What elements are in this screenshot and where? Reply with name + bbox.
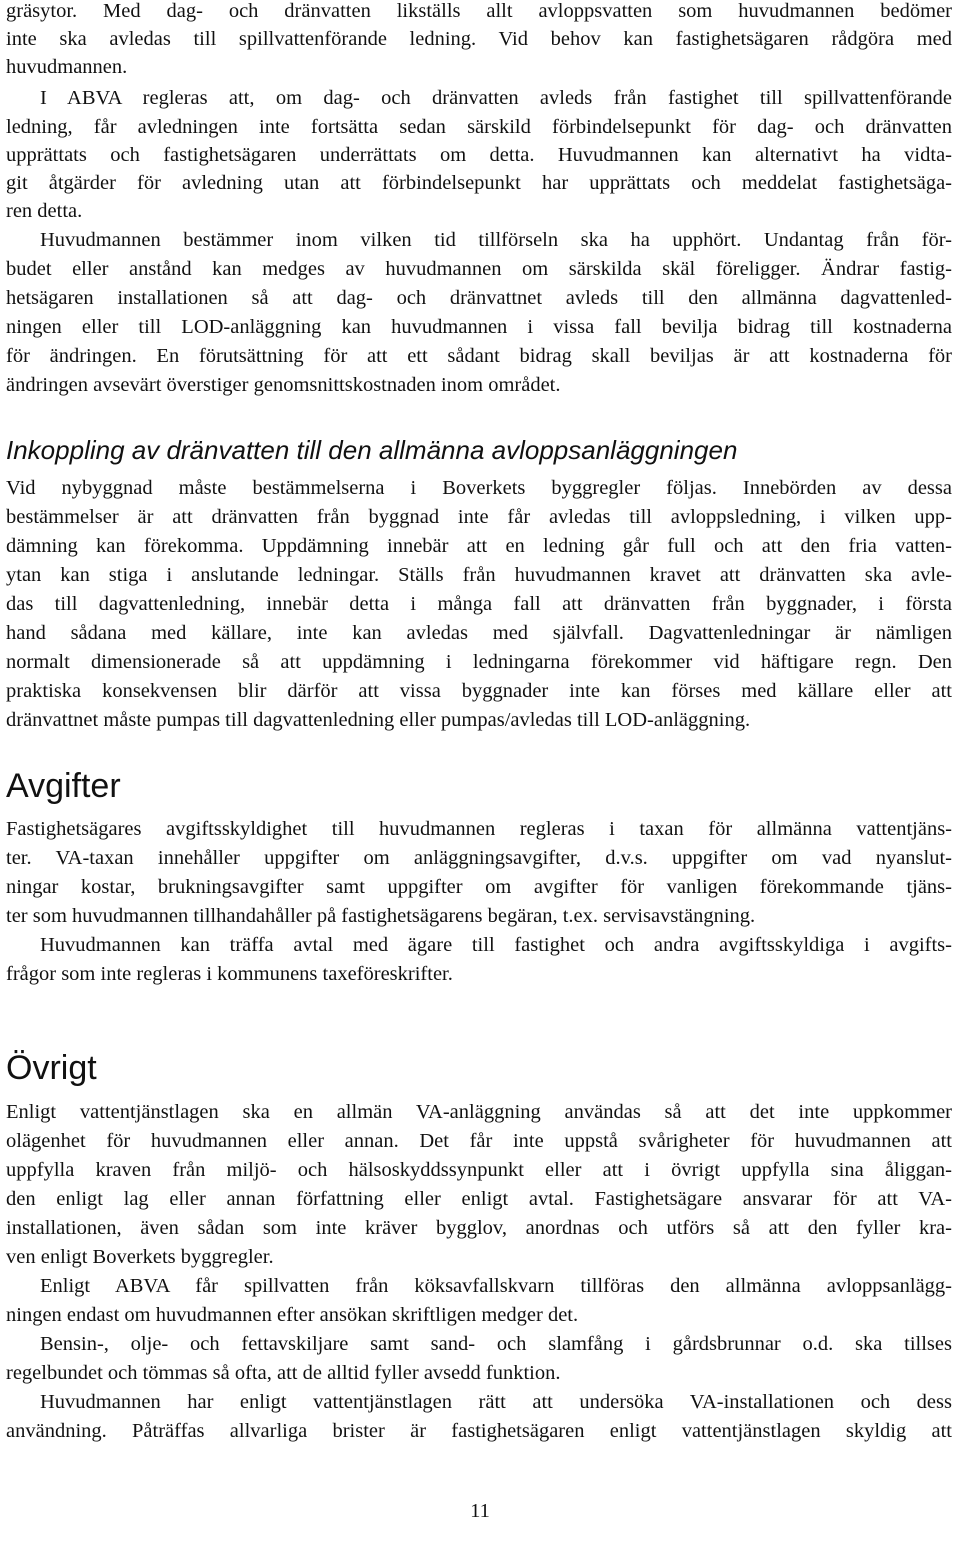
text-line: den enligt lag eller annan författning eller enligt avtal. Fastighetsägare ansvarar för att VA-	[6, 1188, 952, 1210]
text-line: I ABVA regleras att, om dag- och dränvatten avleds från fastighet till spillvattenförande	[40, 87, 952, 109]
text-line: ren detta.	[6, 200, 83, 222]
text-line: upprättats och fastighetsägaren underrättats om detta. Huvudmannen kan alternativt ha vidta-	[6, 144, 952, 166]
text-line: Enligt ABVA får spillvatten från köksavfallskvarn tillföras den allmänna avloppsanlägg-	[40, 1275, 952, 1297]
section-heading-ovrigt: Övrigt	[6, 1049, 97, 1087]
text-line: regelbundet och tömmas så ofta, att de alltid fyller avsedd funktion.	[6, 1362, 561, 1384]
text-line: inte ska avledas till spillvattenförande ledning. Vid behov kan fastighetsägaren rådgöra med	[6, 28, 952, 50]
text-line: ledning, får avledningen inte fortsätta sedan särskild förbindelsepunkt för dag- och dränvatten	[6, 116, 952, 138]
text-line: ningar kostar, brukningsavgifter samt uppgifter om avgifter för vanligen förekommande tjäns-	[6, 876, 952, 898]
text-line: praktiska konsekvensen blir därför att vissa byggnader inte kan förses med källare eller att	[6, 680, 952, 702]
text-line: dränvattnet måste pumpas till dagvattenledning eller pumpas/avledas till LOD-anläggning.	[6, 709, 751, 731]
page-number: 11	[470, 1500, 490, 1522]
text-line: ter som huvudmannen tillhandahåller på fastighetsägarens begäran, t.ex. servisavstängning.	[6, 905, 756, 927]
text-line: Huvudmannen bestämmer inom vilken tid tillförseln ska ha upphört. Undantag från för-	[40, 229, 952, 251]
text-line: frågor som inte regleras i kommunens taxeföreskrifter.	[6, 963, 453, 985]
text-line: ytan kan stiga i anslutande ledningar. Ställs från huvudmannen kravet att dränvatten ska avle-	[6, 564, 952, 586]
text-line: Bensin-, olje- och fettavskiljare samt sand- och slamfång i gårdsbrunnar o.d. ska tillses	[40, 1333, 952, 1355]
text-line: Fastighetsägares avgiftsskyldighet till huvudmannen regleras i taxan för allmänna vattentjäns-	[6, 818, 952, 840]
text-line: ven enligt Boverkets byggregler.	[6, 1246, 274, 1268]
text-line: normalt dimensionerade så att uppdämning i ledningarna förekommer vid häftigare regn. Den	[6, 651, 952, 673]
text-line: ningen eller till LOD-anläggning kan huvudmannen i vissa fall bevilja bidrag till kostnaderna	[6, 316, 952, 338]
text-line: Enligt vattentjänstlagen ska en allmän VA-anläggning användas så att det inte uppkommer	[6, 1101, 952, 1123]
text-line: git åtgärder för avledning utan att förbindelsepunkt har upprättats och meddelat fastighetsäga-	[6, 172, 952, 194]
text-line: uppfylla kraven från miljö- och hälsoskyddssynpunkt eller att i övrigt uppfylla sina åliggan-	[6, 1159, 952, 1181]
text-line: bestämmelser är att dränvatten från byggnad inte får avledas till avloppsledning, i vilken upp-	[6, 506, 952, 528]
text-line: Huvudmannen har enligt vattentjänstlagen rätt att undersöka VA-installationen och dess	[40, 1391, 952, 1413]
text-line: hetsägaren installationen så att dag- och dränvattnet avleds till den allmänna dagvattenled-	[6, 287, 952, 309]
text-line: installationen, även sådan som inte kräver bygglov, anordnas och utförs så att den fyller kra-	[6, 1217, 952, 1239]
text-line: ter. VA-taxan innehåller uppgifter om anläggningsavgifter, d.v.s. uppgifter om vad nyanslut-	[6, 847, 952, 869]
text-line: hand sådana med källare, inte kan avledas med självfall. Dagvattenledningar är nämligen	[6, 622, 952, 644]
text-line: gräsytor. Med dag- och dränvatten likställs allt avloppsvatten som huvudmannen bedömer	[6, 0, 952, 22]
text-line: användning. Påträffas allvarliga brister är fastighetsägaren enligt vattentjänstlagen skyldig att	[6, 1420, 952, 1442]
text-line: olägenhet för huvudmannen eller annan. Det får inte uppstå svårigheter för huvudmannen att	[6, 1130, 952, 1152]
text-line: huvudmannen.	[6, 56, 128, 78]
section-heading-inkoppling: Inkoppling av dränvatten till den allmänna avloppsanläggningen	[6, 435, 738, 465]
text-line: dämning kan förekomma. Uppdämning innebär att en ledning går full och att den fria vatten-	[6, 535, 952, 557]
text-line: för ändringen. En förutsättning för att ett sådant bidrag skall beviljas är att kostnaderna för	[6, 345, 952, 367]
section-heading-avgifter: Avgifter	[6, 767, 121, 805]
text-line: ningen endast om huvudmannen efter ansökan skriftligen medger det.	[6, 1304, 579, 1326]
text-line: das till dagvattenledning, innebär detta i många fall att dränvatten från byggnader, i första	[6, 593, 952, 615]
text-line: ändringen avsevärt överstiger genomsnittskostnaden inom området.	[6, 374, 561, 396]
text-line: budet eller anstånd kan medges av huvudmannen om särskilda skäl föreligger. Ändrar fastig-	[6, 258, 952, 280]
text-line: Vid nybyggnad måste bestämmelserna i Boverkets byggregler följas. Innebörden av dessa	[6, 477, 952, 499]
text-line: Huvudmannen kan träffa avtal med ägare till fastighet och andra avgiftsskyldiga i avgifts-	[40, 934, 952, 956]
